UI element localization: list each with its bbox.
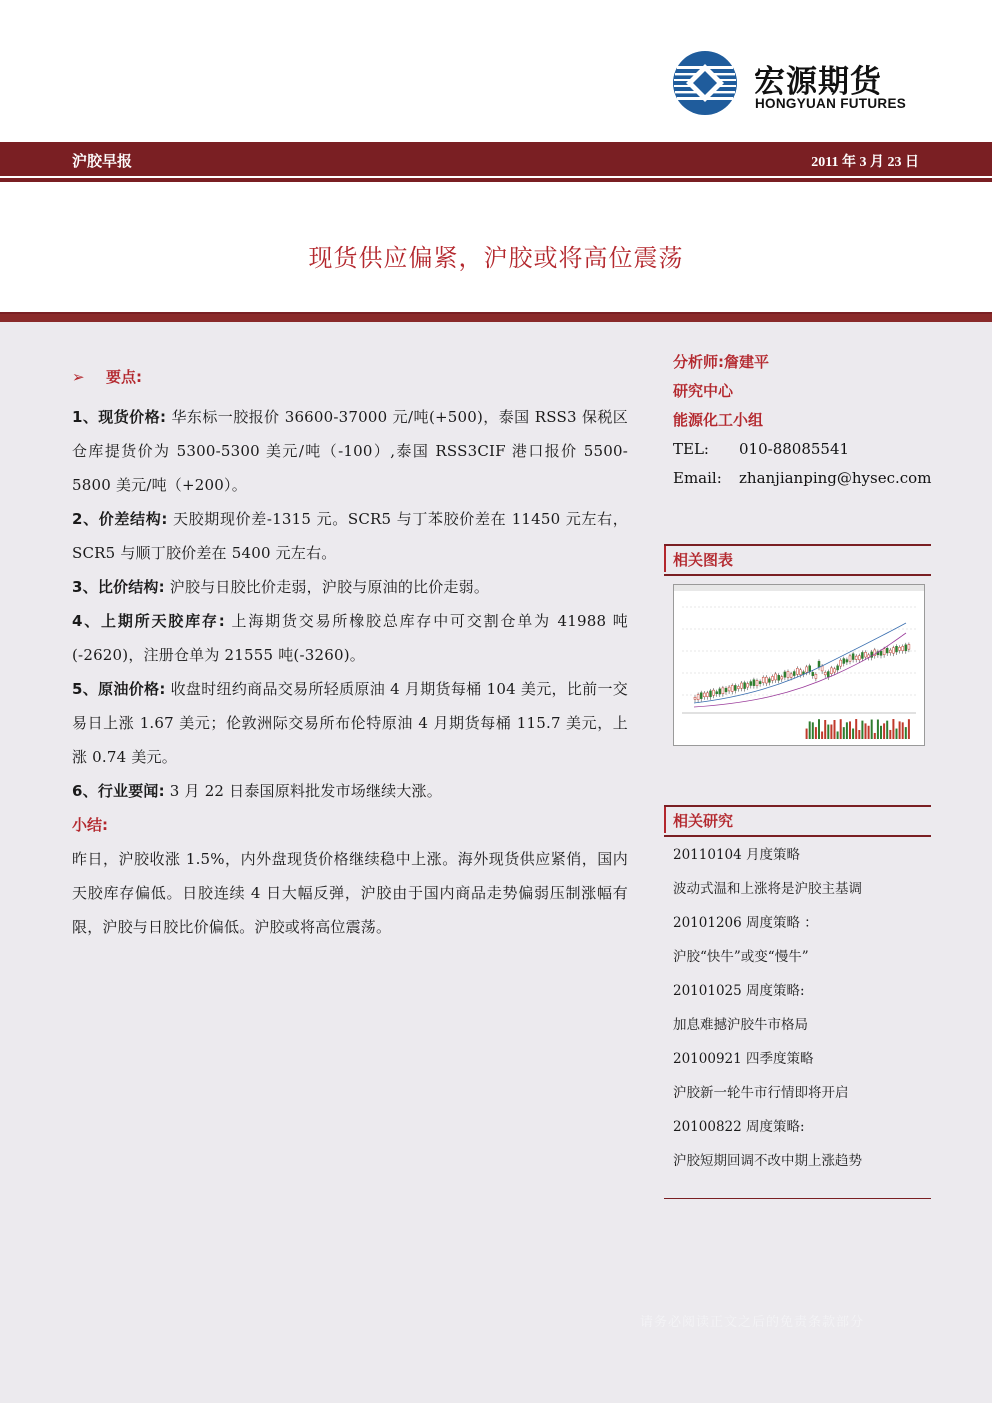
candle-body [759,681,761,683]
volume-bar [827,725,829,739]
related-research-rule [664,805,931,807]
tel-value: 010-88085541 [739,440,850,458]
research-item[interactable]: 波动式温和上涨将是沪胶主基调 [673,881,862,897]
volume-bar [821,732,823,739]
related-chart-rule [664,544,931,546]
key-points-list [72,400,628,808]
candle-body [843,659,845,664]
report-type: 沪胶早报 [72,152,133,170]
candle-body [818,661,820,667]
candle-body [753,680,755,686]
related-research-bottom-rule [664,1198,931,1199]
candle-body [806,667,808,672]
volume-bar [824,720,826,739]
candle-body [861,652,863,658]
volume-bar [818,719,820,739]
key-point-3 [72,570,628,604]
volume-bar [886,721,888,739]
related-chart-underline [664,574,931,576]
candle-body [830,668,832,674]
volume-bar [865,723,867,739]
candle-body [719,689,721,694]
candle-body [694,697,696,699]
candle-body [700,693,702,699]
key-point-label: 1、现货价格: [72,408,167,426]
volume-bar [871,720,873,739]
candle-body [846,660,848,662]
research-item: 20101206 周度策略 ： [673,915,818,931]
candle-body [827,672,829,677]
key-point-label: 2、价差结构: [72,510,168,528]
candle-body [815,674,817,678]
candle-body [716,692,718,694]
volume-bar [843,727,845,739]
key-point-4 [72,604,628,672]
key-point-text: 天胶期现价差-1315 元。SCR5 与丁苯胶价差在 11450 元左右，SCR5 与顺丁胶价差在 5400 元左右。 [72,510,628,562]
volume-bar [899,721,901,739]
candle-body [741,683,743,688]
key-point-label: 5、原油价格: [72,680,166,698]
candle-body [728,687,730,691]
key-points-label: 要点: [106,368,142,386]
summary-label: 小结: [72,816,108,834]
key-point-text: 沪胶与日胶比价走弱，沪胶与原油的比价走弱。 [164,578,490,596]
candle-body [821,666,823,671]
research-center: 研究中心 [673,382,734,400]
research-item: 20110104 月度策略 [673,847,801,863]
candle-body [840,660,842,666]
candle-body [899,647,901,650]
volume-bar [815,727,817,739]
research-item[interactable]: 加息难撼沪胶牛市格局 [673,1017,808,1033]
email-line [673,464,931,493]
related-research-label: 相关研究 [673,812,734,830]
related-chart-label: 相关图表 [673,551,734,569]
candle-body [787,671,789,677]
key-points-heading [72,360,628,394]
candle-body [905,645,907,651]
volume-bar [889,730,891,739]
candle-body [858,656,860,660]
candle-body [737,686,739,688]
candle-body [722,688,724,694]
key-point-label: 4、上期所天胶库存: [72,612,225,630]
volume-bar [883,723,885,739]
report-band [0,142,992,176]
research-item[interactable]: 沪胶短期回调不改中期上涨趋势 [673,1153,862,1169]
logo-chinese-name: 宏源期货 [754,64,882,100]
research-item[interactable]: 沪胶新一轮牛市行情即将开启 [673,1085,849,1101]
volume-bar [812,722,814,739]
candle-body [902,646,904,650]
chart-title-bar [674,585,924,591]
candle-body [734,685,736,690]
company-logo [672,50,912,116]
tel-label: TEL: [673,440,709,458]
tel-line [673,435,931,464]
hongyuan-logo-icon [672,50,738,116]
candle-body [710,691,712,697]
candle-body [750,682,752,686]
candle-body [852,654,854,660]
candle-body [768,679,770,683]
candle-body [886,648,888,653]
volume-bar [830,725,832,739]
key-point-2 [72,502,628,570]
candle-body [892,648,894,653]
report-date: 2011 年 3 月 23 日 [811,155,919,170]
candle-body [889,650,891,653]
volume-bar [837,731,839,739]
key-point-text: 华东标一胶报价 36600-37000 元/吨(+500)，泰国 RSS3 保税区仓库提货价为 5300-5300 美元/吨（-100）,泰国 RSS3CIF 港口报价 5500-5800 美元/吨（+200）。 [72,408,628,494]
volume-bar [905,727,907,739]
summary-text: 昨日，沪胶收涨 1.5%，内外盘现货价格继续稳中上涨。海外现货供应紧俏，国内天胶库存偏低。日胶连续 4 日大幅反弹，沪胶由于国内商品走势偏弱压制涨幅有限，沪胶与日胶比价偏低。沪胶或将高位震荡。 [72,850,628,936]
candle-body [824,672,826,674]
candle-body [731,685,733,691]
candle-body [765,677,767,683]
report-title: 现货供应偏紧，沪胶或将高位震荡 [308,244,684,272]
candle-body [809,666,811,672]
related-research-bar [664,807,666,833]
research-group: 能源化工小组 [673,411,764,429]
volume-bar [877,720,879,739]
related-research-list [673,838,931,1178]
candle-body [744,683,746,689]
volume-bar [852,729,854,739]
analyst-name: 分析师:詹建平 [673,353,769,371]
title-divider-thick [0,314,992,322]
volume-bar [858,730,860,739]
candle-body [880,651,882,655]
candle-body [703,693,705,697]
candle-body [725,688,727,692]
candle-body [772,676,774,680]
candle-body [756,681,758,686]
candle-body [778,675,780,680]
candle-body [865,652,867,657]
candle-body [883,649,885,655]
research-item: 20100822 周度策略: [673,1119,805,1135]
key-points-column [72,360,628,944]
logo-english-name: HONGYUAN FUTURES [755,96,907,111]
key-point-text: 收盘时纽约商品交易所轻质原油 4 月期货每桶 104 美元，比前一交易日上涨 1.67 美元；伦敦洲际交易所布伦特原油 4 月期货每桶 115.7 美元，上涨 0.74 美元。 [72,680,628,766]
candle-body [812,672,814,675]
volume-bar [806,729,808,739]
volume-bar [874,733,876,739]
candle-body [790,674,792,677]
candle-body [834,669,836,672]
candle-body [849,656,851,661]
related-research-underline [664,835,931,837]
volume-bar [896,729,898,739]
research-item: 20101025 周度策略: [673,983,805,999]
candle-body [784,672,786,677]
disclaimer: 请务必阅读正文之后的免责条款部分 [640,1315,865,1330]
candle-body [775,674,777,680]
volume-bar [834,720,836,739]
candle-body [796,668,798,674]
candle-body [706,693,708,697]
volume-bar [892,719,894,739]
candle-body [781,677,783,679]
key-point-label: 6、行业要闻: [72,782,165,800]
volume-bar [908,719,910,739]
key-point-label: 3、比价结构: [72,578,165,596]
volume-bar [840,719,842,739]
candle-body [762,677,764,682]
key-point-5 [72,672,628,774]
candle-body [713,690,715,695]
related-chart-bar [664,546,666,572]
key-point-text: 上海期货交易所橡胶总库存中可交割仓单为 41988 吨(-2620)，注册仓单为 21555 吨(-3260)。 [72,612,629,664]
volume-bar [880,726,882,739]
candle-body [855,656,857,659]
arrow-bullet-icon: ➢ [72,368,85,386]
volume-bar [855,719,857,739]
volume-bar [846,722,848,739]
key-point-6 [72,774,628,808]
research-item[interactable]: 沪胶“快牛”或变“慢牛” [673,949,809,965]
research-item: 20100921 四季度策略 [673,1051,814,1067]
related-chart-image [673,584,925,746]
candle-body [837,666,839,670]
key-point-1 [72,400,628,502]
candle-body [747,684,749,688]
volume-bar [868,726,870,739]
candle-body [908,644,910,649]
volume-bar [861,721,863,739]
candle-body [799,670,801,675]
email-value[interactable]: zhanjianping@hysec.com [739,469,932,487]
volume-bar [809,721,811,739]
key-point-text: 3 月 22 日泰国原料批发市场继续大涨。 [164,782,442,800]
volume-bar [849,721,851,739]
analyst-info [673,348,931,493]
candlestick-chart [674,585,924,745]
candle-body [793,672,795,676]
candle-body [896,646,898,652]
volume-bar [902,722,904,739]
candle-body [697,695,699,700]
email-label: Email: [673,469,722,487]
